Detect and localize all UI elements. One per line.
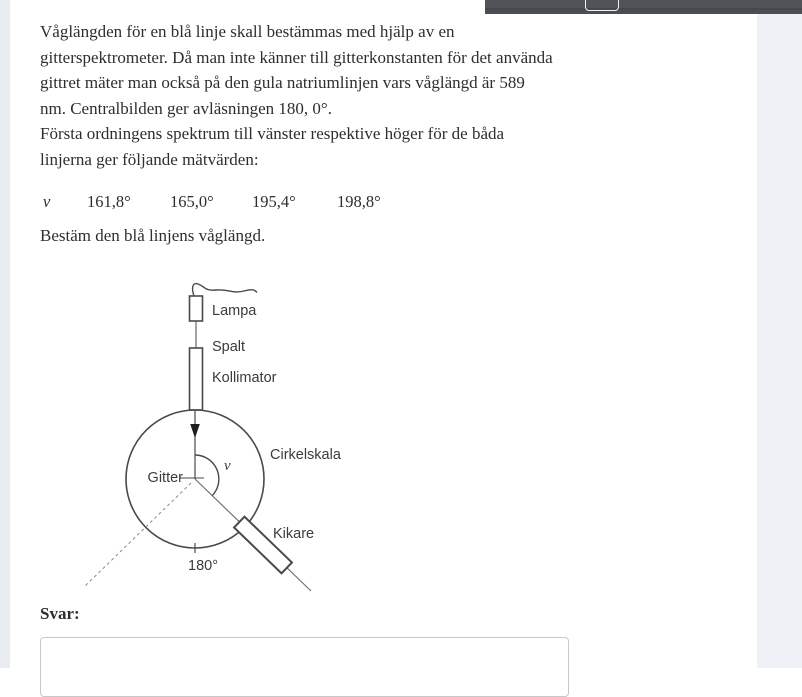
right-margin-strip bbox=[757, 14, 802, 668]
statement-line: Första ordningens spektrum till vänster respektive höger för de båda bbox=[40, 124, 505, 143]
statement-line: Våglängden för en blå linje skall bestämmas med hjälp av en bbox=[40, 22, 455, 41]
collimator-shape bbox=[190, 348, 203, 410]
beam-arrowhead bbox=[190, 424, 200, 438]
lamp-cord-line bbox=[193, 284, 257, 296]
top-toolbar-fragment bbox=[485, 0, 802, 14]
measurement-value: 195,4° bbox=[252, 192, 296, 211]
toolbar-button[interactable] bbox=[585, 0, 619, 11]
lamp-shape bbox=[190, 296, 203, 321]
statement-line: linjerna ger följande mätvärden: bbox=[40, 149, 259, 169]
circle-scale-label: Cirkelskala bbox=[270, 447, 341, 463]
statement-line: gitterspektrometer. Då man inte känner till gitterkonstanten för det använda bbox=[40, 47, 553, 67]
angle-symbol: v bbox=[43, 192, 51, 211]
lamp-label: Lampa bbox=[212, 303, 257, 319]
angle-symbol-label: v bbox=[224, 458, 231, 474]
statement-line: nm. Centralbilden ger avläsningen 180, 0°. bbox=[40, 98, 332, 118]
statement-line: gittret mäter man också på den gula natriumlinjen vars våglängd är 589 bbox=[40, 73, 525, 92]
answer-label: Svar: bbox=[40, 604, 80, 623]
measurement-values-row bbox=[40, 192, 460, 214]
measurement-value: 161,8° bbox=[87, 192, 131, 211]
telescope-label: Kikare bbox=[273, 526, 315, 542]
slit-label: Spalt bbox=[212, 339, 246, 355]
angle-arc bbox=[195, 455, 219, 496]
answer-input[interactable] bbox=[40, 637, 569, 697]
left-margin-strip bbox=[0, 0, 10, 668]
problem-statement bbox=[40, 19, 553, 172]
measurement-value: 198,8° bbox=[337, 192, 381, 211]
spectrometer-diagram bbox=[40, 272, 360, 602]
question-text: Bestäm den blå linjens våglängd. bbox=[40, 226, 266, 245]
collimator-label: Kollimator bbox=[212, 370, 277, 386]
dashed-mirror-line bbox=[84, 483, 191, 587]
measurement-value: 165,0° bbox=[170, 192, 214, 211]
base-angle-label: 180° bbox=[188, 558, 218, 574]
grating-label: Gitter bbox=[147, 470, 183, 486]
